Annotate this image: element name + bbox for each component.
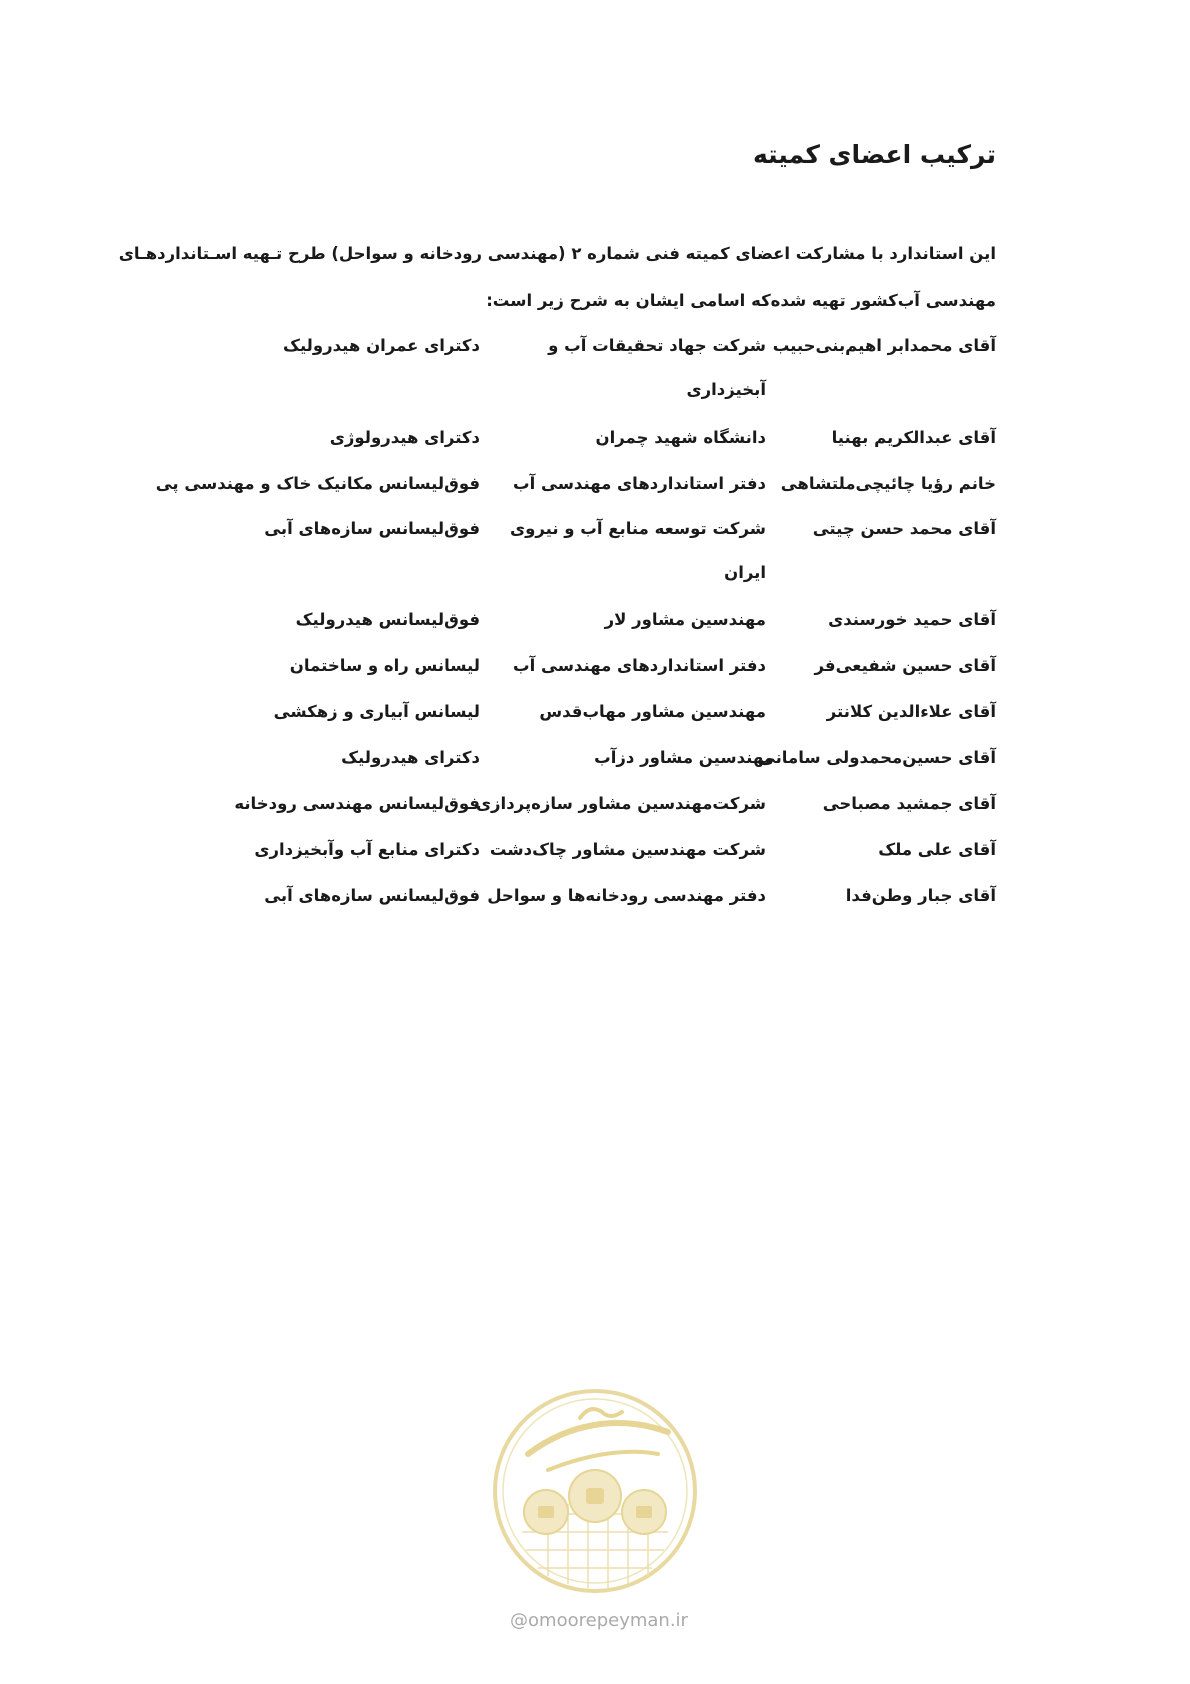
- member-degree: فوق‌لیسانس مهندسی رودخانه: [234, 794, 480, 813]
- member-degree: فوق‌لیسانس سازه‌های آبی: [264, 886, 480, 905]
- member-organization: مهندسین مشاور مهاب‌قدس: [539, 702, 766, 721]
- page-title: ترکیب اعضای کمیته: [752, 140, 996, 169]
- member-organization: شرکت مهندسین مشاور چاک‌دشت: [489, 840, 766, 859]
- member-degree: دکترای عمران هیدرولیک: [283, 336, 480, 355]
- member-name: آقای علاءالدین کلانتر: [826, 702, 996, 721]
- member-name: آقای عبدالکریم بهنیا: [831, 428, 996, 447]
- member-name: آقای حمید خورسندی: [828, 610, 996, 629]
- member-row: [0, 886, 1190, 916]
- member-name: آقای حسین شفیعی‌فر: [814, 656, 996, 675]
- member-degree: لیسانس آبیاری و زهکشی: [273, 702, 480, 721]
- member-degree: دکترای منابع آب وآبخیزداری: [254, 840, 480, 859]
- member-row: [0, 840, 1190, 870]
- watermark-url: @omoorepeyman.ir: [510, 1610, 688, 1631]
- member-row: [0, 656, 1190, 686]
- member-organization: شرکت توسعه منابع آب و نیروی: [509, 519, 766, 538]
- member-organization: دفتر مهندسی رودخانه‌ها و سواحل: [487, 886, 766, 905]
- member-degree: دکترای هیدرولوژی: [329, 428, 480, 447]
- member-organization-continued: آبخیزداری: [686, 380, 766, 399]
- member-organization: دفتر استانداردهای مهندسی آب: [513, 656, 766, 675]
- intro-line-1: این استاندارد با مشارکت اعضای کمیته فنی شماره ۲ (مهندسی رودخانه و سواحل) طرح تـهیه اسـتانداردهـای: [118, 244, 996, 263]
- member-organization: شرکت جهاد تحقیقات آب و: [548, 336, 766, 355]
- watermark-logo: [488, 1384, 702, 1598]
- member-degree: دکترای هیدرولیک: [341, 748, 480, 767]
- member-row: [0, 336, 1190, 399]
- member-row: [0, 519, 1190, 582]
- member-name: آقای علی ملک: [878, 840, 996, 859]
- member-degree: فوق‌لیسانس مکانیک خاک و مهندسی پی: [155, 474, 480, 493]
- member-organization: شرکت‌مهندسین مشاور سازه‌پردازی: [475, 794, 766, 813]
- member-row: [0, 610, 1190, 640]
- member-name: آقای جمشید مصباحی: [822, 794, 996, 813]
- member-name: خانم رؤیا چائیچی‌ملتشاهی: [780, 474, 996, 493]
- member-name: آقای محمدابر اهیم‌بنی‌حبیب: [772, 336, 996, 355]
- member-row: [0, 702, 1190, 732]
- member-row: [0, 794, 1190, 824]
- member-name: آقای حسین‌محمدولی سامانی: [758, 748, 996, 767]
- member-degree: لیسانس راه و ساختمان: [289, 656, 480, 675]
- intro-line-2: مهندسی آب‌کشور تهیه شده‌که اسامی ایشان به شرح زیر است:: [486, 291, 996, 310]
- member-organization: دانشگاه شهید چمران: [595, 428, 766, 447]
- member-degree: فوق‌لیسانس سازه‌های آبی: [264, 519, 480, 538]
- member-organization: مهندسین مشاور لار: [604, 610, 766, 629]
- member-degree: فوق‌لیسانس هیدرولیک: [295, 610, 480, 629]
- member-organization: مهندسین مشاور دزآب: [594, 748, 774, 767]
- member-row: [0, 474, 1190, 504]
- member-name: آقای محمد حسن چیتی: [812, 519, 996, 538]
- member-row: [0, 748, 1190, 778]
- member-organization-continued: ایران: [724, 563, 766, 582]
- member-row: [0, 428, 1190, 458]
- member-organization: دفتر استانداردهای مهندسی آب: [513, 474, 766, 493]
- member-name: آقای جبار وطن‌فدا: [845, 886, 996, 905]
